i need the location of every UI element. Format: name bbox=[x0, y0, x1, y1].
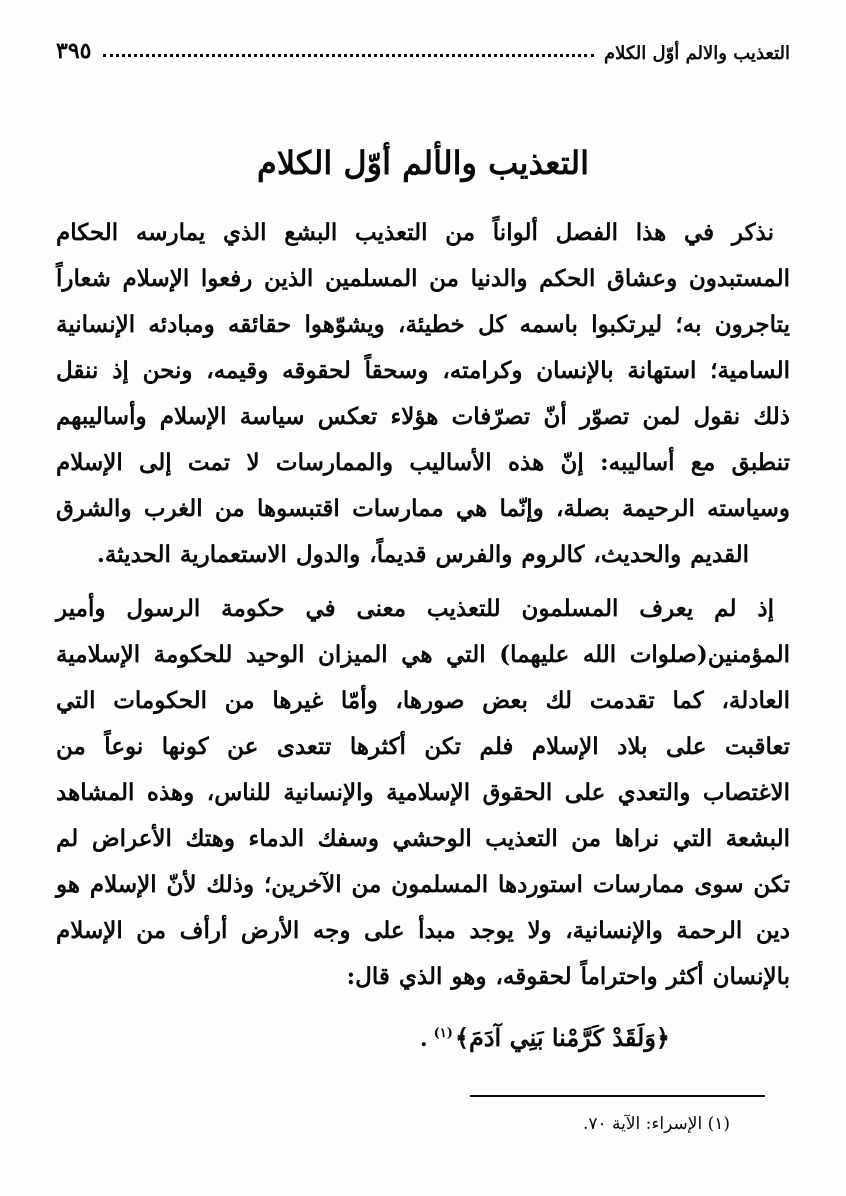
running-header-chapter-title: التعذيب والالم أوّل الكلام bbox=[603, 43, 790, 64]
quran-verse bbox=[56, 1010, 790, 1063]
paragraph-line: نذكر في هذا الفصل ألواناً من التعذيب البشع الذي يمارسه الحكام bbox=[56, 219, 774, 247]
paragraph-line: ذلك نقول لمن تصوّر أنّ تصرّفات هؤلاء تعكس سياسة الإسلام وأساليبهم bbox=[56, 403, 790, 431]
paragraph-line: تنطبق مع أساليبه: إنّ هذه الأساليب والممارسات لا تمت إلى الإسلام bbox=[56, 449, 790, 477]
paragraph-line: وسياسته الرحيمة بصلة، وإنّما هي ممارسات اقتبسوها من الغرب والشرق bbox=[56, 495, 790, 523]
footnote-reference-mark: (١) bbox=[433, 1026, 453, 1042]
paragraph-line: السامية؛ استهانة بالإنسان وكرامته، وسحقاً لحقوقه وقيمه، ونحن إذ ننقل bbox=[56, 357, 790, 385]
paragraph-line: القديم والحديث، كالروم والفرس قديماً، والدول الاستعمارية الحديثة. bbox=[96, 541, 750, 569]
page-number: ٣٩٥ bbox=[56, 38, 92, 64]
paragraph-line: الاغتصاب والتعدي على الحقوق الإسلامية والإنسانية للناس، وهذه المشاهد bbox=[56, 779, 790, 807]
chapter-title: التعذيب والألم أوّل الكلام bbox=[257, 144, 589, 182]
dotted-leader bbox=[103, 54, 594, 57]
verse-period: . bbox=[419, 1026, 428, 1053]
paragraph-1 bbox=[56, 210, 790, 578]
paragraph-line: العادلة، كما تقدمت لك بعض صورها، وأمّا غيرها من الحكومات التي bbox=[56, 687, 790, 715]
footnote-separator bbox=[470, 1095, 765, 1097]
paragraph-2 bbox=[56, 586, 790, 1000]
paragraph-line: دين الرحمة والإنسانية، ولا يوجد مبدأ على وجه الأرض أرأف من الإسلام bbox=[56, 917, 790, 945]
paragraph-line: تكن سوى ممارسات استوردها المسلمون من الآخرين؛ وذلك لأنّ الإسلام هو bbox=[56, 871, 790, 899]
paragraph-line: تعاقبت على بلاد الإسلام فلم تكن أكثرها تتعدى عن كونها نوعاً من bbox=[56, 733, 790, 761]
paragraph-line: المستبدون وعشاق الحكم والدنيا من المسلمين الذين رفعوا الإسلام شعاراً bbox=[56, 265, 790, 293]
paragraph-line: إذ لم يعرف المسلمون للتعذيب معنى في حكومة الرسول وأمير bbox=[56, 595, 774, 623]
paragraph-line: المؤمنين(صلوات الله عليهما) التي هي الميزان الوحيد للحكومة الإسلامية bbox=[56, 641, 790, 669]
paragraph-line: بالإنسان أكثر واحتراماً لحقوقه، وهو الذي قال: bbox=[346, 963, 790, 991]
paragraph-line: البشعة التي نراها من التعذيب الوحشي وسفك الدماء وهتك الأعراض لم bbox=[56, 825, 790, 853]
running-header bbox=[56, 30, 790, 64]
footnote-text: (١) الإسراء: الآية ٧٠. bbox=[582, 1114, 730, 1135]
quran-verse-text: ﴿وَلَقَدْ كَرَّمْنا بَنِي آدَمَ﴾ bbox=[454, 1023, 670, 1053]
paragraph-line: يتاجرون به؛ ليرتكبوا باسمه كل خطيئة، ويشوّهوا حقائقه ومبادئه الإنسانية bbox=[56, 311, 790, 339]
